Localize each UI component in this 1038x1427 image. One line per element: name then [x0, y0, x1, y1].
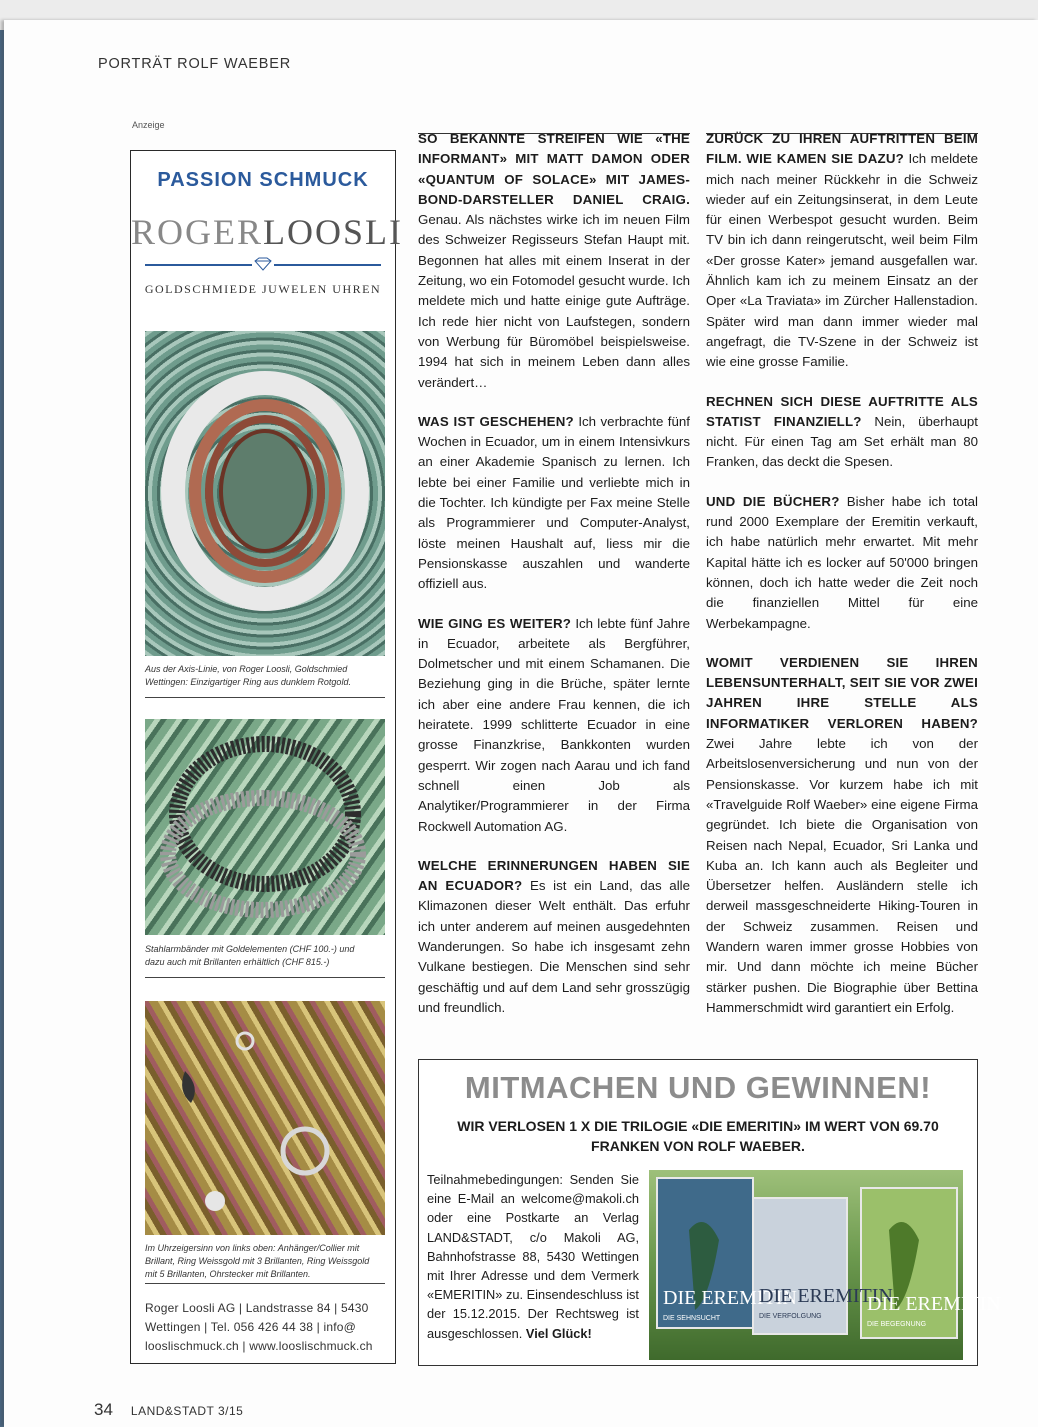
contest-good-luck: Viel Glück!: [525, 1325, 592, 1341]
caption-jewelry: [145, 1242, 385, 1281]
question: WELCHE ERINNERUNGEN HABEN SIE AN ECUADOR?: [418, 857, 690, 894]
question: UND DIE BÜCHER?: [706, 493, 840, 509]
contest-title: MITMACHEN UND GEWINNEN!: [464, 1070, 932, 1105]
ad-label: Anzeige: [132, 120, 165, 130]
contest-conditions-text: Teilnahmebedingungen: Senden Sie eine E-Mail an welcome@makoli.ch oder eine Postkarte an Verlag LAND&STADT, c/o Makoli AG, Bahnhofstrasse 88, 5430 Wettingen mit Ihrer Adresse und dem Vermerk «EMERITIN» zu. Einsendeschluss ist der 15.12.2015. Der Rechtsweg ist ausgeschlossen.: [427, 1172, 639, 1341]
question: WIE GING ES WEITER?: [418, 615, 572, 631]
caption-line: mit 5 Brillanten, Ohrstecker mit Brillanten.: [145, 1269, 311, 1279]
bracelet-illustration: [145, 719, 385, 935]
ring-illustration: [145, 331, 385, 656]
paragraph: [418, 412, 690, 595]
book-trilogy-photo: [649, 1170, 1001, 1360]
question: ZURÜCK ZU IHREN AUFTRITTEN BEIM FILM. WIE KAMEN SIE DAZU?: [706, 131, 978, 167]
contact-line: Roger Loosli AG | Landstrasse 84 | 5430: [145, 1301, 369, 1315]
jewelry-illustration: [145, 1001, 385, 1235]
diamond-icon: [252, 257, 274, 271]
paragraph: [418, 129, 690, 393]
page-header: PORTRÄT ROLF WAEBER: [98, 56, 291, 72]
book3-title: DIE EREMITIN: [867, 1293, 1001, 1315]
question: WOMIT VERDIENEN SIE IHREN LEBENSUNTERHALT, SEIT SIE VOR ZWEI JAHREN IHRE STELLE ALS INFORMATIKER VERLOREN HABEN?: [706, 654, 978, 731]
ring-photo: [145, 331, 385, 656]
logo-part-2: LOOSLI: [263, 212, 404, 252]
answer: Ich lebte fünf Jahre in Ecuador, arbeitete als Bergführer, Dolmetscher und mit einem Schamanen. Die Beziehung ging in die Brüche, später lernte ich aber eine andere Frau kennen, die ich heiratete. 1999 schlitterte Ecuador in eine grosse Finanzkrise, Bankkonten wurden gesperrt. Wir zogen nach Aarau und ich fand schnell einen Job als Analytiker/Programmierer in der Firma Rockwell Automation AG.: [418, 615, 691, 834]
contest-box: [418, 1059, 1001, 1366]
book1-subtitle: DIE SEHNSUCHT: [663, 1315, 721, 1322]
caption-line: Im Uhrzeigersinn von links oben: Anhänger/Collier mit: [145, 1243, 360, 1253]
book3-subtitle: DIE BEGEGNUNG: [867, 1321, 927, 1328]
caption-divider: [145, 977, 385, 978]
jewelry-advertisement: [130, 150, 404, 1364]
answer: Zwei Jahre lebte ich von der Arbeitslosenversicherung und nun von der Pensionskasse. Vor kurzem habe ich mit «Travelguide Rolf Waeber» eine eigene Firma gegründet. Ich biete die Organisation von Reisen nach Nepal, Ecuador, Sri Lanka und Kuba an. Ich kann auch als Begleiter und Übersetzer helfen. Ausländern stelle ich derweil massgeschneiderte Hiking-Touren in der Schweiz zusammen. Reisen und Wandern waren immer grosse Hobbies von mir. Und dann möchte ich meine Bücher stärker pushen. Die Biographie über Bettina Hammerschmidt wird garantiert ein Erfolg.: [706, 736, 978, 1015]
ad-subtitle: GOLDSCHMIEDE JUWELEN UHREN: [144, 282, 382, 296]
jewelry-photo: [145, 1001, 385, 1235]
answer: Ich meldete mich nach meiner Rückkehr in die Schweiz wieder auf ein Zeitungsinserat, in dem Leute für einen Werbespot gesucht wurden. Beim TV bin ich dann reingerutscht, weil beim Film «Der grosse Kater» jemand ausgefallen war. Ähnlich kam ich zu meinem Einsatz an der Oper «La Traviata» im Zürcher Hallenstadion. Später wird man dann immer wieder mal angefragt, die TV-Szene in der Schweiz ist wie eine grosse Familie.: [706, 151, 978, 370]
answer: Bisher habe ich total rund 2000 Exemplare der Eremitin verkauft, ich habe natürlich mehr erwartet. Mit mehr Kapital hätte ich es locker auf 50'000 bringen können, doch ich hatte weder die Zeit noch die finanziellen Mittel für eine Werbekampagne.: [706, 493, 978, 631]
article-column-2: [706, 129, 978, 1037]
ad-title: PASSION SCHMUCK: [157, 169, 369, 191]
caption-line: Wettingen: Einzigartiger Ring aus dunklem Rotgold.: [145, 677, 351, 687]
paragraph: [706, 392, 978, 473]
contact-line: looslischmuck.ch | www.looslischmuck.ch: [145, 1339, 373, 1353]
contact-line: Wettingen | Tel. 056 426 44 38 | info@: [145, 1320, 357, 1334]
caption-line: Aus der Axis-Linie, von Roger Loosli, Goldschmied: [145, 664, 348, 674]
caption-divider: [145, 1283, 385, 1284]
caption-ring: [145, 663, 385, 689]
question: RECHNEN SICH DIESE AUFTRITTE ALS STATIST FINANZIELL?: [706, 393, 978, 429]
caption-line: dazu auch mit Brillanten erhältlich (CHF 815.-): [145, 957, 330, 967]
caption-line: Stahlarmbänder mit Goldelementen (CHF 100.-) und: [145, 944, 355, 954]
book1-title: DIE EREMITIN: [663, 1287, 797, 1309]
paragraph: [418, 856, 690, 1018]
caption-divider: [145, 697, 385, 698]
magazine-issue: LAND&STADT 3/15: [130, 1404, 244, 1418]
book2-title: DIE EREMITIN: [759, 1285, 893, 1307]
paragraph: [706, 653, 978, 1018]
question: WAS IST GESCHEHEN?: [418, 413, 574, 429]
answer: Nein, überhaupt nicht. Für einen Tag am Set erhält man 80 Franken, das deckt die Spesen.: [706, 413, 978, 470]
article-column-1: [418, 129, 690, 1037]
question: SO BEKANNTE STREIFEN WIE «THE INFORMANT» MIT MATT DAMON ODER «QUANTUM OF SOLACE» MIT JAMES-BOND-DARSTELLER DANIEL CRAIG.: [418, 131, 690, 207]
contest-conditions: [427, 1170, 639, 1343]
answer: Es ist ein Land, das alle Klimazonen dieser Welt enthält. Das erfuhr ich unter anderem auf meinen ausgedehnten Wanderungen. So habe ich insgesamt zehn Vulkane bestiegen. Die Menschen sind sehr geschäftig und auf dem Land sehr grosszügig und freundlich.: [418, 878, 691, 1015]
bracelet-photo: [145, 719, 385, 935]
contact-info: [145, 1299, 389, 1356]
paragraph: [706, 492, 978, 634]
paragraph: [418, 614, 690, 837]
paragraph: [706, 129, 978, 373]
page-footer: [94, 1400, 243, 1420]
answer: Ich verbrachte fünf Wochen in Ecuador, um in einem Intensivkurs an einer Akademie Spanisch zu lernen. Ich lebte bei einer Familie und verliebte mich in die Tochter. Ich kündigte per Fax meine Stelle als Programmierer und Computer-Analyst, löste meinen Haushalt auf, liess mir die Pensionskasse auszahlen und wanderte offiziell aus.: [418, 413, 690, 592]
caption-line: Brillant, Ring Weissgold mit 3 Brillanten, Ring Weissgold: [145, 1256, 370, 1266]
book-covers: [649, 1170, 1001, 1360]
caption-bracelet: [145, 943, 385, 969]
answer: Genau. Als nächstes wirke ich im neuen Film des Schweizer Regisseurs Stefan Haupt mit. Begonnen hat alles mit einem Inserat in der Zeitung, wo ein Fotomodel gesucht wurde. Ich meldete mich und hatte einige gute Aufträge. Ich rede hier nicht von Laufstegen, sondern von Werbung für Büromöbel beispielsweise. 1994 hat sich in meinem Leben dann alles verändert…: [418, 212, 690, 390]
brand-logo: [131, 211, 404, 253]
contest-subtitle: WIR VERLOSEN 1 X DIE TRILOGIE «DIE EMERITIN» IM WERT VON 69.70 FRANKEN VON ROLF WAEBER.: [457, 1118, 939, 1154]
page-number: 34: [94, 1400, 113, 1419]
logo-part-1: ROGER: [131, 212, 264, 252]
book2-subtitle: DIE VERFOLGUNG: [759, 1313, 822, 1320]
